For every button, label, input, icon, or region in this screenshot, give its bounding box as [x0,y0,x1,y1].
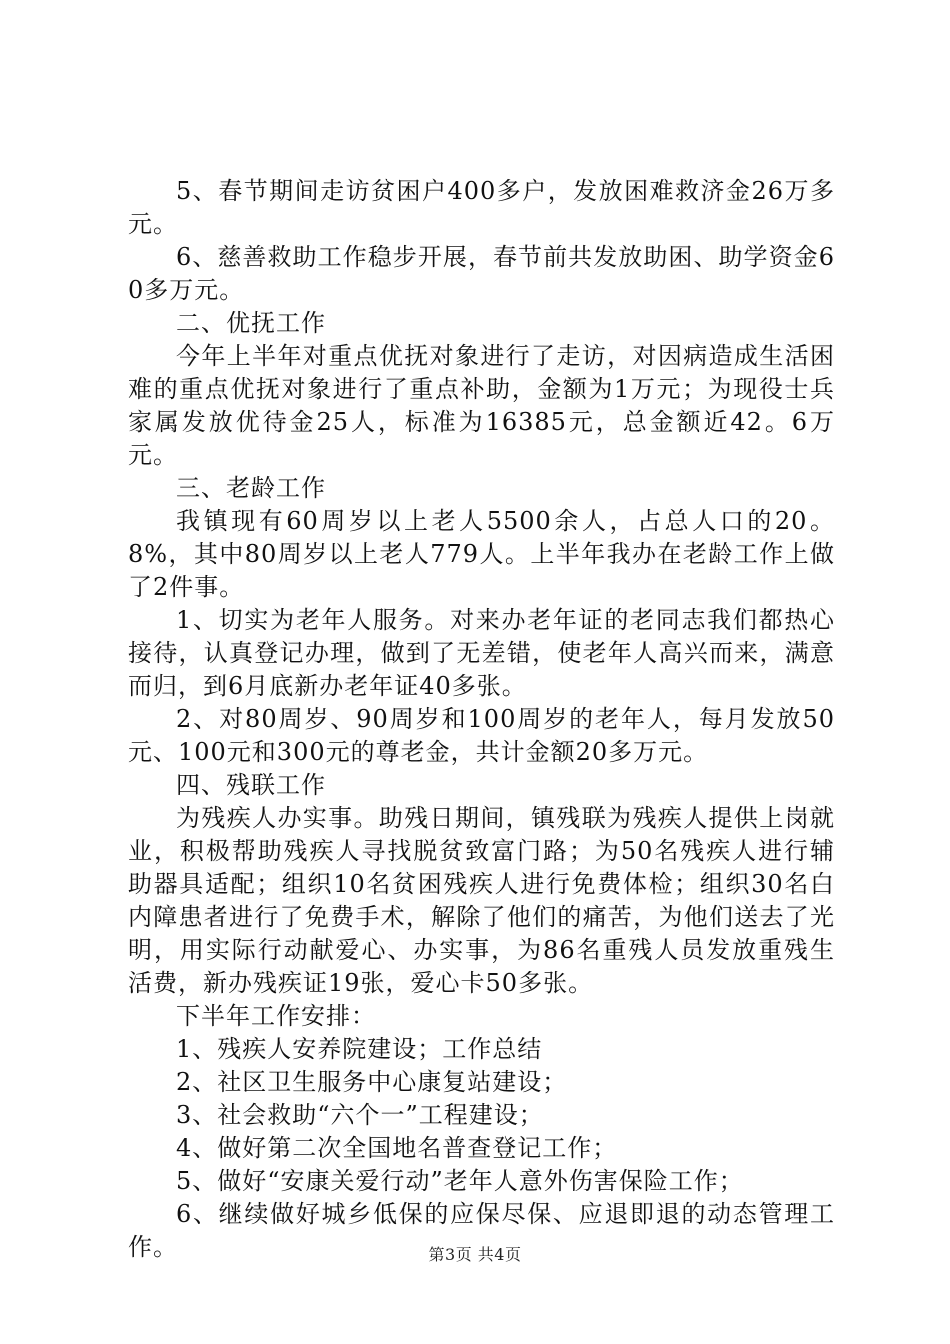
list-item: 2、社区卫生服务中心康复站建设； [176,1068,568,1096]
page-number-footer: 第3页 共4页 [428,1245,522,1264]
section-heading: 三、老龄工作 [176,474,326,502]
list-item: 5、做好“安康关爱行动”老年人意外伤害保险工作； [176,1167,744,1195]
document-body [128,175,835,1264]
paragraph: 1、切实为老年人服务。对来办老年证的老同志我们都热心接待，认真登记办理，做到了无差错，使老年人高兴而来，满意而归，到6月底新办老年证40多张。 [128,606,835,700]
paragraph: 6、慈善救助工作稳步开展，春节前共发放助困、助学资金60多万元。 [128,243,835,304]
section-heading: 下半年工作安排： [176,1002,376,1030]
paragraph: 我镇现有60周岁以上老人5500余人，占总人口的20。8%，其中80周岁以上老人779人。上半年我办在老龄工作上做了2件事。 [128,507,835,601]
paragraph: 为残疾人办实事。助残日期间，镇残联为残疾人提供上岗就业，积极帮助残疾人寻找脱贫致富门路；为50名残疾人进行辅助器具适配；组织10名贫困残疾人进行免费体检；组织30名白内障患者进行了免费手术，解除了他们的痛苦，为他们送去了光明，用实际行动献爱心、办实事，为86名重残人员发放重残生活费，新办残疾证19张，爱心卡50多张。 [128,804,835,997]
list-item: 4、做好第二次全国地名普查登记工作； [176,1134,618,1162]
list-item: 1、残疾人安养院建设；工作总结 [176,1035,543,1063]
paragraph: 今年上半年对重点优抚对象进行了走访，对因病造成生活困难的重点优抚对象进行了重点补助，金额为1万元；为现役士兵家属发放优待金25人，标准为16385元，总金额近42。6万元。 [128,342,835,469]
list-item: 3、社会救助“六个一”工程建设； [176,1101,544,1129]
paragraph: 2、对80周岁、90周岁和100周岁的老年人，每月发放50元、100元和300元的尊老金，共计金额20多万元。 [128,705,835,766]
paragraph: 5、春节期间走访贫困户400多户，发放困难救济金26万多元。 [128,177,835,238]
list-item: 6、继续做好城乡低保的应保尽保、应退即退的动态管理工作。 [128,1200,835,1261]
section-heading: 四、残联工作 [176,771,326,799]
section-heading: 二、优抚工作 [176,309,326,337]
